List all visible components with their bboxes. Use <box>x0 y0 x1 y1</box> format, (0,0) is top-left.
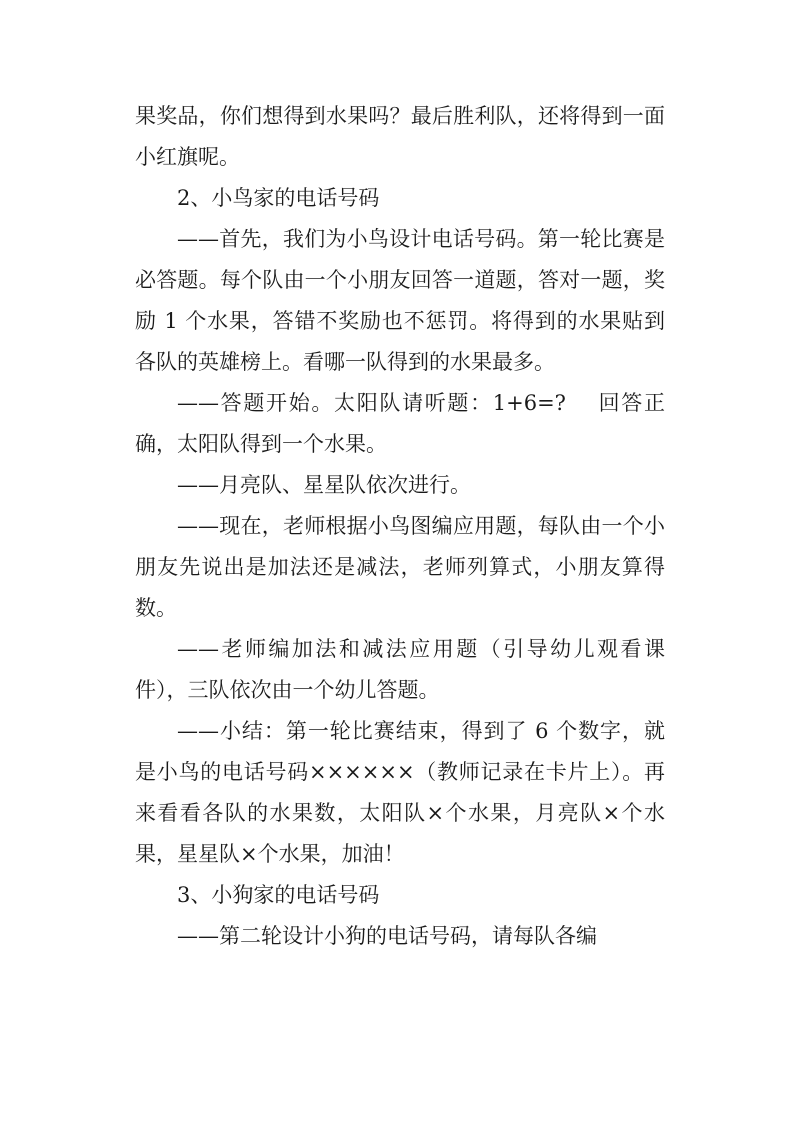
paragraph-summary: ——小结：第一轮比赛结束，得到了 6 个数字，就是小鸟的电话号码××××××（教师记录在卡片上）。再来看看各队的水果数，太阳队×个水果，月亮队×个水果，星星队×个水果，加油！ <box>135 719 665 866</box>
paragraph-word-problems: ——现在，老师根据小鸟图编应用题，每队由一个小朋友先说出是加法还是减法，老师列算式，小朋友算得数。 <box>135 514 665 620</box>
paragraph-continuation: 果奖品，你们想得到水果吗？最后胜利队，还将得到一面小红旗呢。 <box>135 104 665 169</box>
document-body <box>135 96 665 957</box>
paragraph-teams-proceed: ——月亮队、星星队依次进行。 <box>177 473 471 497</box>
paragraph-round-two: ——第二轮设计小狗的电话号码，请每队各编 <box>177 924 597 948</box>
paragraph-quiz-start: ——答题开始。太阳队请听题：1+6=? 回答正确，太阳队得到一个水果。 <box>135 391 665 456</box>
section-heading-dog-phone: 3、小狗家的电话号码 <box>177 883 380 907</box>
paragraph-addition-subtraction: ——老师编加法和减法应用题（引导幼儿观看课件），三队依次由一个幼儿答题。 <box>135 637 665 702</box>
paragraph-round-one-rules: ——首先，我们为小鸟设计电话号码。第一轮比赛是必答题。每个队由一个小朋友回答一道题，答对一题，奖励 1 个水果，答错不奖励也不惩罚。将得到的水果贴到各队的英雄榜上。看哪一队得到的水果最多。 <box>135 227 665 374</box>
section-heading-bird-phone: 2、小鸟家的电话号码 <box>177 186 380 210</box>
